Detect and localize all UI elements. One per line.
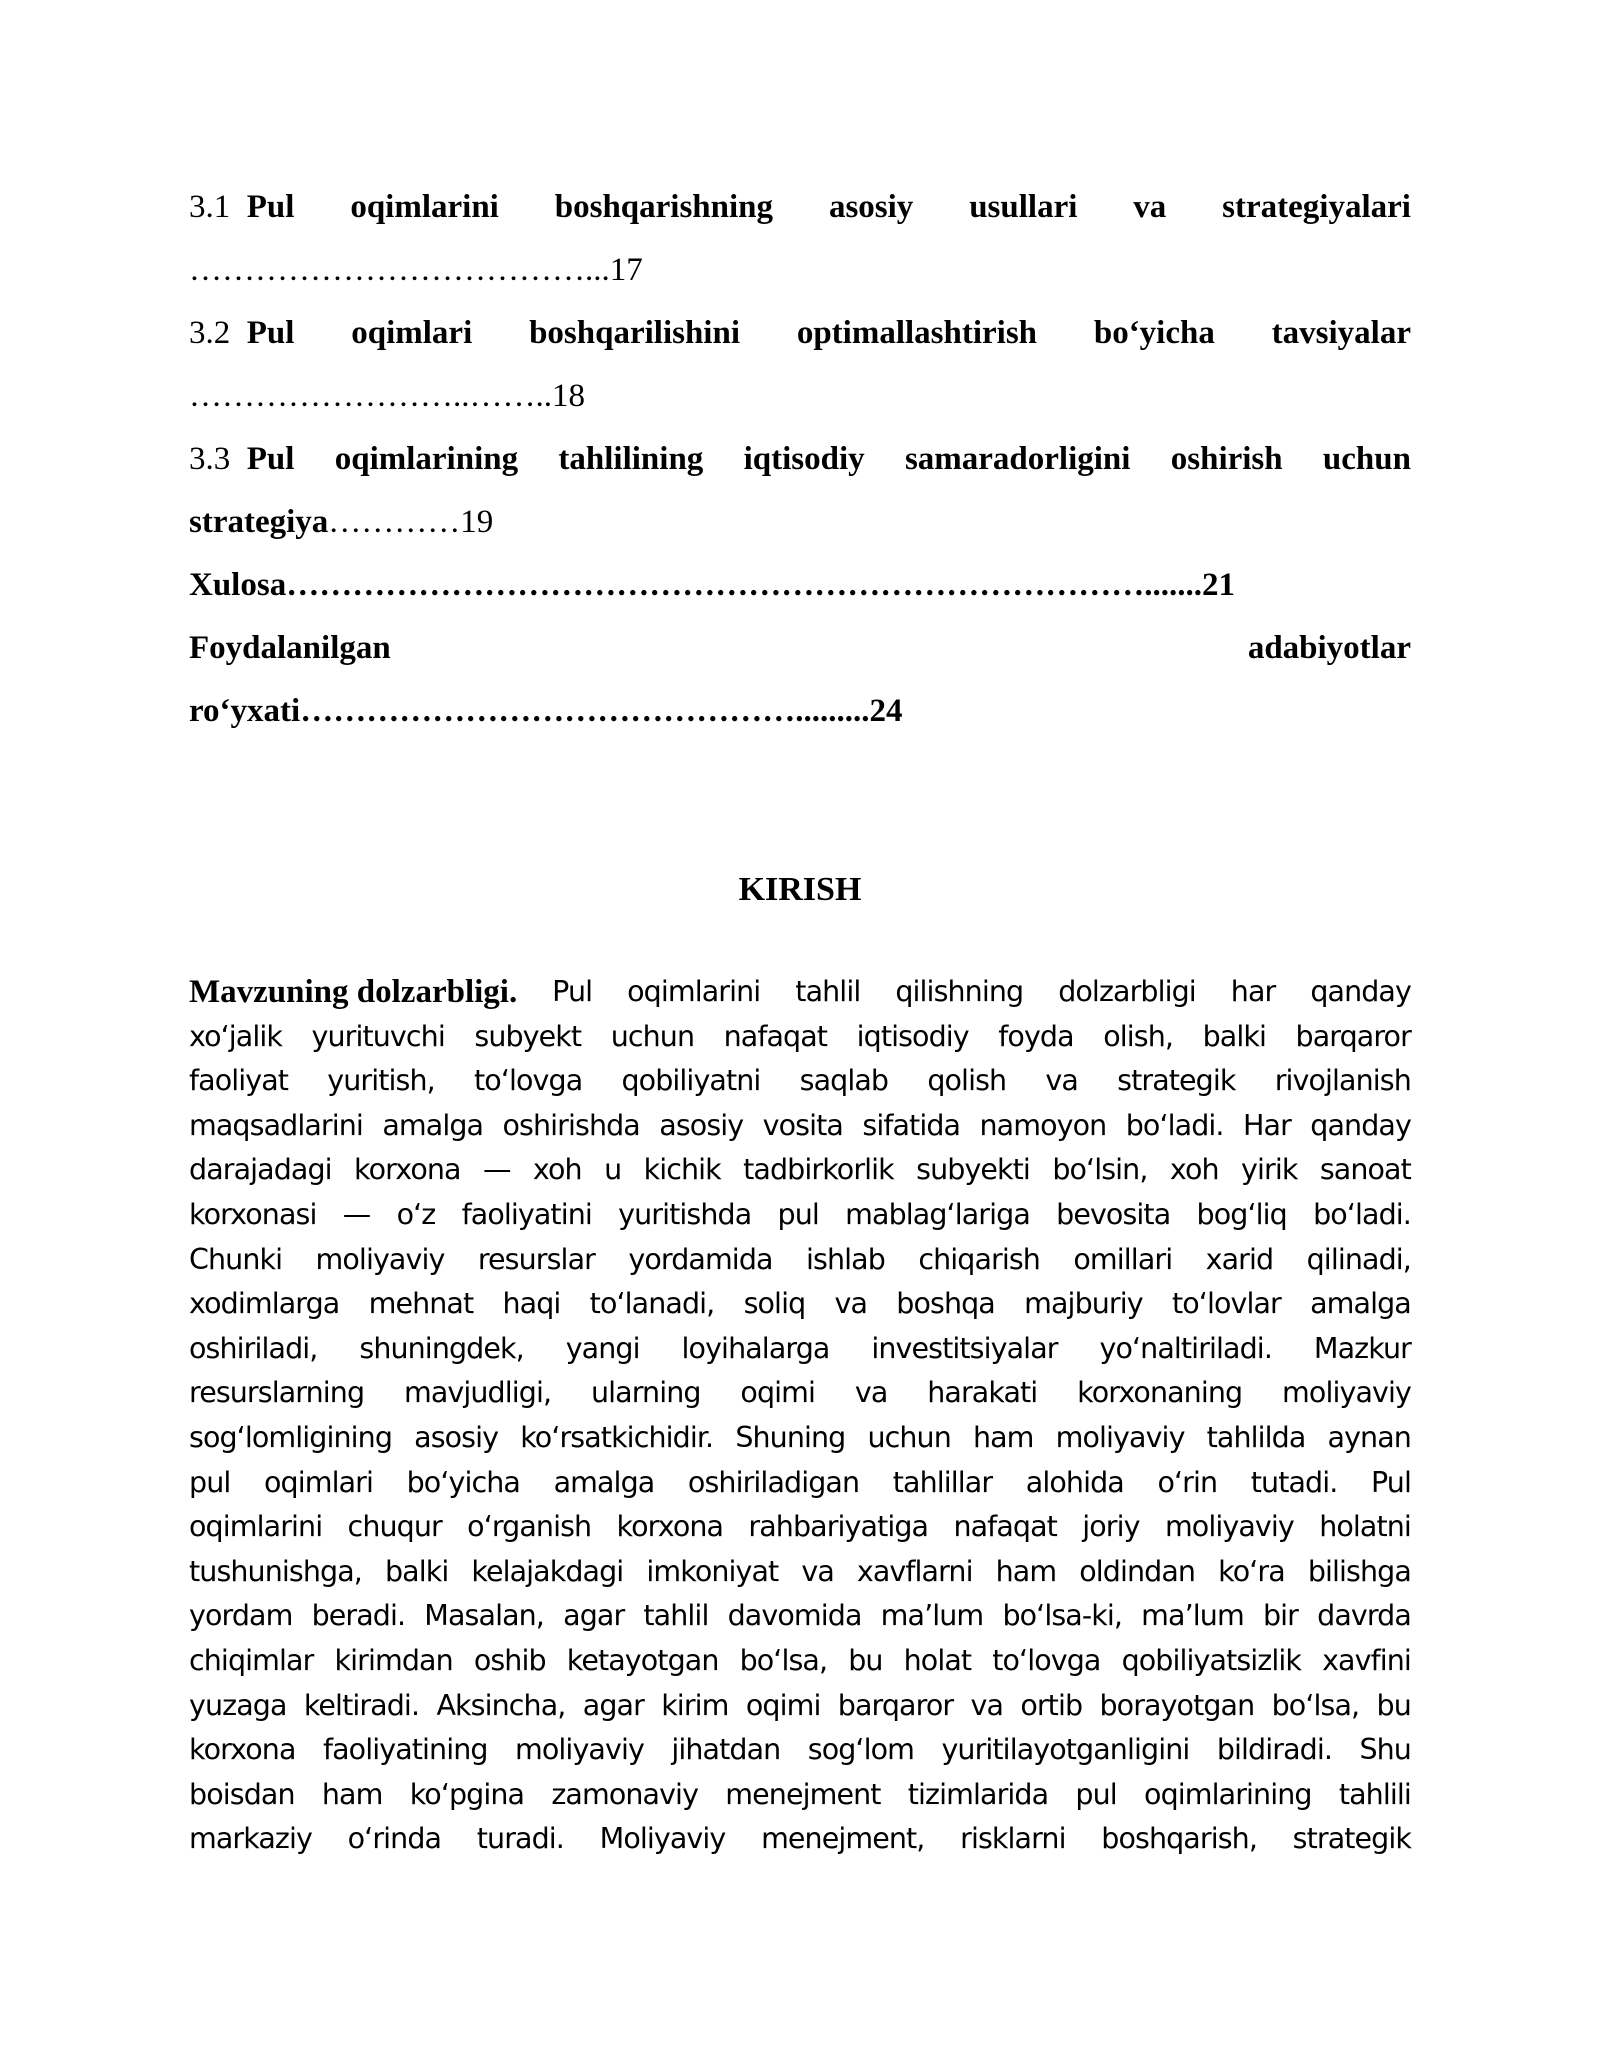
paragraph-word: pul (777, 1197, 819, 1231)
paragraph-word: subyekti (916, 1153, 1030, 1187)
paragraph-word: — (342, 1197, 371, 1231)
toc-item-word: oshirish (1170, 441, 1283, 477)
paragraph-line (189, 1728, 1411, 1773)
paragraph-word: bo‘lsa-ki, (1002, 1599, 1123, 1633)
toc-entry-3-1-leader: ………………………………...17 (189, 252, 643, 288)
paragraph-word: va (1045, 1064, 1078, 1098)
toc-item-word: bo‘yicha (1093, 315, 1215, 351)
paragraph-line (189, 1238, 1411, 1283)
toc-item-word: oqimlarini (350, 189, 499, 225)
paragraph-word: imkoniyat (646, 1554, 779, 1588)
toc-item-number: 3.1 Pul (189, 189, 295, 225)
paragraph-word: chuqur (347, 1510, 442, 1544)
paragraph-word: oldindan (1079, 1554, 1196, 1588)
paragraph-word: xodimlarga (189, 1287, 340, 1321)
paragraph-word: pul (1075, 1777, 1117, 1811)
paragraph-word: holat (903, 1643, 972, 1677)
toc-item-word: boshqarilishini (529, 315, 741, 351)
toc-entry-3-3 (189, 428, 1411, 491)
toc-item-word: strategiya (189, 504, 329, 540)
paragraph-line (189, 1416, 1411, 1461)
paragraph-word: tahlillar (892, 1465, 993, 1499)
paragraph-word: — (482, 1153, 511, 1187)
paragraph-word: barqaror (837, 1688, 954, 1722)
paragraph-word: risklarni (960, 1822, 1066, 1856)
paragraph-word: xavflarni (856, 1554, 973, 1588)
paragraph-word: to‘lovga (992, 1643, 1101, 1677)
paragraph-word: oshirishda (502, 1108, 640, 1142)
paragraph-word: mavjudligi, (403, 1376, 552, 1410)
paragraph-line (189, 1505, 1411, 1550)
paragraph-word: yuzaga (189, 1688, 287, 1722)
paragraph-word: sog‘lomligining (189, 1420, 393, 1454)
paragraph-word: qilinadi, (1306, 1242, 1411, 1276)
paragraph-word: soliq (743, 1287, 806, 1321)
paragraph-word: saqlab (799, 1064, 889, 1098)
toc-entry-3-1 (189, 176, 1411, 239)
paragraph-word: yurituvchi (311, 1019, 445, 1053)
paragraph-word: xo‘jalik (189, 1019, 283, 1053)
paragraph-line (189, 1104, 1411, 1149)
paragraph-word: chiqimlar (189, 1643, 314, 1677)
paragraph-word: to‘lovga (474, 1064, 583, 1098)
paragraph-word: uchun (867, 1420, 951, 1454)
toc-entry-3-3-cont (189, 491, 1411, 554)
toc-item-number: 3.2 Pul (189, 315, 295, 351)
paragraph-word: davrda (1317, 1599, 1411, 1633)
paragraph-word: tahlil (643, 1599, 709, 1633)
paragraph-word: ma’lum (1141, 1599, 1244, 1633)
paragraph-word: Masalan, (424, 1599, 544, 1633)
intro-paragraph (189, 970, 1411, 1862)
paragraph-word: moliyaviy (1282, 1376, 1411, 1410)
paragraph-word: shuningdek, (359, 1331, 524, 1365)
paragraph-word: balki (1202, 1019, 1266, 1053)
paragraph-word: aynan (1327, 1420, 1411, 1454)
paragraph-word: bo‘lsin, (1052, 1153, 1148, 1187)
paragraph-word: tizimlarida (907, 1777, 1049, 1811)
toc-entry-references (189, 617, 1411, 680)
paragraph-word: moliyaviy (515, 1733, 644, 1767)
paragraph-word: ham (321, 1777, 383, 1811)
paragraph-word: tahlil (795, 975, 861, 1008)
paragraph-word: vosita (762, 1108, 843, 1142)
paragraph-word: u (604, 1153, 622, 1187)
paragraph-word: Moliyaviy (599, 1822, 726, 1856)
paragraph-word: o‘rganish (467, 1510, 592, 1544)
paragraph-word: korxona (189, 1733, 296, 1767)
paragraph-word: yo‘naltiriladi. (1099, 1331, 1272, 1365)
paragraph-word: haqi (502, 1287, 561, 1321)
paragraph-word: oqimlari (263, 1465, 373, 1499)
paragraph-word: moliyaviy (1164, 1510, 1294, 1544)
paragraph-word: qobiliyatni (621, 1064, 761, 1098)
paragraph-word: Chunki (189, 1242, 283, 1276)
paragraph-word: oshib (473, 1643, 546, 1677)
document-page (189, 0, 1411, 2070)
paragraph-word: nafaqat (953, 1510, 1057, 1544)
toc-item-word: optimallashtirish (796, 315, 1038, 351)
paragraph-line (189, 970, 1411, 1015)
paragraph-word: mehnat (368, 1287, 474, 1321)
paragraph-word: Aksincha, (436, 1688, 566, 1722)
paragraph-word: menejment, (761, 1822, 925, 1856)
paragraph-word: dolzarbligi (1058, 975, 1196, 1008)
toc-item-word: adabiyotlar (1247, 630, 1411, 666)
paragraph-word: kelajakdagi (471, 1554, 624, 1588)
paragraph-line (189, 1594, 1411, 1639)
toc-item-word: uchun (1322, 441, 1411, 477)
paragraph-word: Shu (1359, 1733, 1411, 1767)
paragraph-word: amalga (382, 1108, 484, 1142)
paragraph-word: bildiradi. (1216, 1733, 1333, 1767)
paragraph-line (189, 1773, 1411, 1818)
toc-item-word: tahlilining (558, 441, 704, 477)
paragraph-word: bo‘lsa, (1271, 1688, 1360, 1722)
toc-item-word: asosiy (828, 189, 914, 225)
paragraph-word: resurslar (477, 1242, 595, 1276)
paragraph-word: oshiriladi, (189, 1331, 318, 1365)
paragraph-word: yangi (565, 1331, 640, 1365)
paragraph-word: rivojlanish (1274, 1064, 1411, 1098)
paragraph-word: harakati (927, 1376, 1038, 1410)
paragraph-word: loyihalarga (681, 1331, 830, 1365)
paragraph-word: to‘lovlar (1171, 1287, 1281, 1321)
paragraph-word: kirimdan (334, 1643, 453, 1677)
paragraph-line (189, 1327, 1411, 1372)
paragraph-word: bo‘yicha (406, 1465, 520, 1499)
paragraph-word: asosiy (414, 1420, 499, 1454)
paragraph-word: oqimi (745, 1688, 821, 1722)
section-heading: KIRISH (738, 871, 862, 908)
paragraph-word: Pul (552, 975, 593, 1008)
paragraph-word: turadi. (476, 1822, 564, 1856)
paragraph-word: oqimlarini (627, 975, 761, 1008)
paragraph-word: barqaror (1295, 1019, 1411, 1053)
toc-item-word: oqimlari (351, 315, 473, 351)
paragraph-word: Pul (1371, 1465, 1411, 1499)
toc-item-word: iqtisodiy (743, 441, 865, 477)
paragraph-word: yordamida (628, 1242, 773, 1276)
paragraph-word: davomida (727, 1599, 862, 1633)
paragraph-word: iqtisodiy (856, 1019, 969, 1053)
paragraph-word: bo‘ladi. (1125, 1108, 1224, 1142)
paragraph-word: strategik (1292, 1822, 1411, 1856)
paragraph-word: bo‘lsa, (739, 1643, 828, 1677)
paragraph-word: pul (189, 1465, 231, 1499)
toc-item-word: usullari (969, 189, 1078, 225)
paragraph-word: holatni (1319, 1510, 1411, 1544)
paragraph-word: bilishga (1307, 1554, 1411, 1588)
paragraph-word: oqimlarining (1144, 1777, 1312, 1811)
paragraph-word: qolish (927, 1064, 1007, 1098)
paragraph-word: joriy (1082, 1510, 1140, 1544)
paragraph-word: Shuning (735, 1420, 846, 1454)
paragraph-word: qanday (1310, 975, 1411, 1008)
paragraph-word: o‘z (396, 1197, 436, 1231)
paragraph-word: maqsadlarini (189, 1108, 363, 1142)
paragraph-word: korxona (354, 1153, 461, 1187)
paragraph-word: resurslarning (189, 1376, 365, 1410)
paragraph-word: yuritishda (618, 1197, 752, 1231)
toc-item-number: 3.3 Pul (189, 441, 295, 477)
paragraph-word: alohida (1025, 1465, 1124, 1499)
paragraph-word: ma’lum (880, 1599, 984, 1633)
paragraph-word: bir (1262, 1599, 1298, 1633)
paragraph-word: korxonasi (189, 1197, 317, 1231)
paragraph-word: beradi. (311, 1599, 406, 1633)
paragraph-word: menejment (725, 1777, 881, 1811)
paragraph-word: bog‘liq (1196, 1197, 1287, 1231)
paragraph-word: bu (848, 1643, 883, 1677)
paragraph-word: boshqarish, (1101, 1822, 1257, 1856)
toc-entry-3-2 (189, 302, 1411, 365)
paragraph-word: va (834, 1287, 868, 1321)
paragraph-word: amalga (1310, 1287, 1411, 1321)
paragraph-word: yirik (1241, 1153, 1298, 1187)
paragraph-line (189, 1550, 1411, 1595)
paragraph-line (189, 1282, 1411, 1327)
toc-item-word: Pul (246, 441, 295, 477)
paragraph-word: boisdan (189, 1777, 295, 1811)
paragraph-word: markaziy (189, 1822, 312, 1856)
paragraph-word: kichik (643, 1153, 721, 1187)
paragraph-word: jihatdan (671, 1733, 781, 1767)
paragraph-word: xoh (1169, 1153, 1219, 1187)
paragraph-word: investitsiyalar (871, 1331, 1058, 1365)
paragraph-word: va (854, 1376, 888, 1410)
paragraph-word: Mazkur (1313, 1331, 1411, 1365)
paragraph-word: sanoat (1319, 1153, 1411, 1187)
paragraph-word: moliyaviy (1055, 1420, 1185, 1454)
paragraph-word: agar (563, 1599, 625, 1633)
paragraph-word: qilishning (895, 975, 1024, 1008)
paragraph-word: amalga (553, 1465, 655, 1499)
paragraph-word: ko‘pgina (409, 1777, 525, 1811)
paragraph-word: Har (1242, 1108, 1291, 1142)
paragraph-word: qobiliyatsizlik (1121, 1643, 1302, 1677)
paragraph-word: asosiy (659, 1108, 744, 1142)
paragraph-word: oqimlarini (189, 1510, 323, 1544)
paragraph-word: agar (582, 1688, 644, 1722)
paragraph-word: nafaqat (723, 1019, 828, 1053)
paragraph-line (189, 1193, 1411, 1238)
paragraph-word: oshiriladigan (687, 1465, 860, 1499)
paragraph-word: bu (1376, 1688, 1411, 1722)
toc-item-word: Pul (246, 189, 295, 225)
paragraph-word: bo‘ladi. (1313, 1197, 1411, 1231)
paragraph-word: to‘lanadi, (589, 1287, 715, 1321)
paragraph-word: uchun (610, 1019, 695, 1053)
paragraph-line (189, 1371, 1411, 1416)
paragraph-word: darajadagi (189, 1153, 332, 1187)
paragraph-word: chiqarish (918, 1242, 1040, 1276)
paragraph-word: olish, (1103, 1019, 1174, 1053)
paragraph-line (189, 1015, 1411, 1060)
paragraph-word: balki (384, 1554, 449, 1588)
paragraph-word: yuritilayotganligini (941, 1733, 1190, 1767)
paragraph-word: ortib (1020, 1688, 1083, 1722)
toc-item-word: strategiyalari (1222, 189, 1411, 225)
toc-entry-references-cont: ro‘yxati……………………………………….........24 (189, 693, 903, 729)
paragraph-line (189, 1817, 1411, 1862)
paragraph-word: subyekt (474, 1019, 582, 1053)
paragraph-word: bevosita (1056, 1197, 1171, 1231)
paragraph-word: tushunishga, (189, 1554, 362, 1588)
paragraph-word: namoyon (979, 1108, 1107, 1142)
paragraph-word: oqimi (740, 1376, 816, 1410)
paragraph-word: xoh (532, 1153, 582, 1187)
paragraph-word: rahbariyatiga (748, 1510, 929, 1544)
paragraph-word: va (970, 1688, 1004, 1722)
paragraph-word: sog‘lom (807, 1733, 915, 1767)
paragraph-word: keltiradi. (303, 1688, 420, 1722)
paragraph-word: moliyaviy (315, 1242, 445, 1276)
paragraph-word: zamonaviy (551, 1777, 699, 1811)
paragraph-word: faoliyatining (322, 1733, 488, 1767)
paragraph-word: ham (972, 1420, 1034, 1454)
toc-item-word: va (1133, 189, 1167, 225)
paragraph-word: ishlab (806, 1242, 885, 1276)
toc-item-word: boshqarishning (554, 189, 774, 225)
paragraph-word: kirim (661, 1688, 729, 1722)
paragraph-line (189, 1639, 1411, 1684)
paragraph-word: sifatida (862, 1108, 961, 1142)
paragraph-word: tutadi. (1250, 1465, 1338, 1499)
paragraph-line (189, 1148, 1411, 1193)
paragraph-word: borayotgan (1099, 1688, 1255, 1722)
toc-item-word: oqimlarining (334, 441, 519, 477)
paragraph-word: o‘rinda (347, 1822, 442, 1856)
paragraph-word: tadbirkorlik (743, 1153, 894, 1187)
paragraph-line (189, 1461, 1411, 1506)
toc-item-word: Pul (246, 315, 295, 351)
paragraph-word: har (1230, 975, 1276, 1008)
paragraph-word: ketayotgan (566, 1643, 719, 1677)
paragraph-word: xarid (1205, 1242, 1274, 1276)
paragraph-word: ko‘ra (1218, 1554, 1285, 1588)
paragraph-word: tahlilda (1206, 1420, 1306, 1454)
table-of-contents (189, 176, 1411, 743)
paragraph-word: faoliyat (189, 1064, 289, 1098)
paragraph-word: ko‘rsatkichidir. (520, 1420, 714, 1454)
paragraph-word: ularning (590, 1376, 701, 1410)
paragraph-word: va (801, 1554, 834, 1588)
paragraph-word: xavfini (1322, 1643, 1411, 1677)
paragraph-word: majburiy (1024, 1287, 1143, 1321)
paragraph-word: tahlili (1338, 1777, 1411, 1811)
paragraph-word: o‘rin (1157, 1465, 1218, 1499)
paragraph-word: foyda (998, 1019, 1074, 1053)
paragraph-word: korxona (616, 1510, 724, 1544)
paragraph-word: omillari (1073, 1242, 1173, 1276)
toc-leader: …………19 (328, 504, 494, 540)
paragraph-word: boshqa (896, 1287, 995, 1321)
paragraph-word: qanday (1310, 1108, 1411, 1142)
toc-item-word: samaradorligini (904, 441, 1131, 477)
paragraph-word: mablag‘lariga (845, 1197, 1030, 1231)
paragraph-word: ham (995, 1554, 1057, 1588)
paragraph-word: korxonaning (1077, 1376, 1243, 1410)
paragraph-word: yordam (189, 1599, 293, 1633)
paragraph-word: strategik (1117, 1064, 1236, 1098)
toc-item-word: Foydalanilgan (189, 630, 391, 666)
toc-entry-xulosa: Xulosa…………………………………………………………………….......21 (189, 567, 1235, 603)
paragraph-word: yuritish, (327, 1064, 435, 1098)
paragraph-line (189, 1059, 1411, 1104)
paragraph-word: faoliyatini (461, 1197, 592, 1231)
toc-item-word: tavsiyalar (1271, 315, 1411, 351)
toc-entry-3-2-leader: ……………………..……..18 (189, 378, 585, 414)
paragraph-line (189, 1684, 1411, 1729)
paragraph-lead: Mavzuning dolzarbligi. (189, 974, 518, 1010)
